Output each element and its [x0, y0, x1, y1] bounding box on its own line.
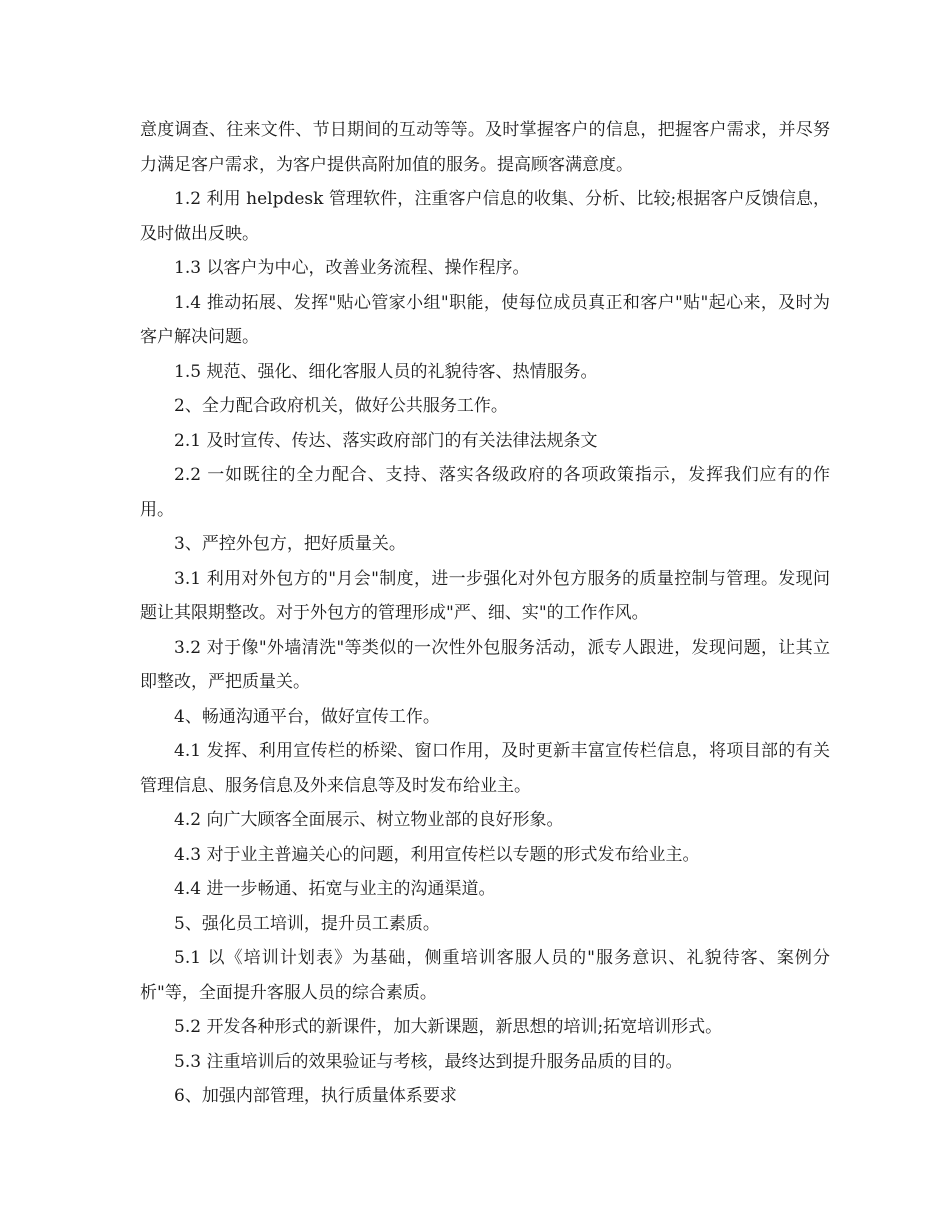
- document-paragraph: 5、强化员工培训，提升员工素质。: [174, 913, 440, 934]
- document-paragraph: 1.4 推动拓展、发挥"贴心管家小组"职能，使每位成员真正和客户"贴"起心来，及时为客户解决问题。: [140, 292, 830, 347]
- document-paragraph: 3.2 对于像"外墙清洗"等类似的一次性外包服务活动，派专人跟进，发现问题，让其立即整改，严把质量关。: [140, 637, 830, 692]
- document-paragraph: 1.2 利用 helpdesk 管理软件，注重客户信息的收集、分析、比较;根据客户反馈信息，及时做出反映。: [140, 189, 830, 244]
- document-paragraph: 4.1 发挥、利用宣传栏的桥梁、窗口作用，及时更新丰富宣传栏信息，将项目部的有关管理信息、服务信息及外来信息等及时发布给业主。: [140, 741, 830, 796]
- document-paragraph: 4.2 向广大顾客全面展示、树立物业部的良好形象。: [174, 810, 564, 830]
- document-paragraph: 1.5 规范、强化、细化客服人员的礼貌待客、热情服务。: [174, 361, 598, 382]
- document-paragraph: 5.2 开发各种形式的新课件，加大新课题，新思想的培训;拓宽培训形式。: [174, 1017, 723, 1037]
- document-paragraph: 3、严控外包方，把好质量关。: [174, 534, 406, 554]
- document-paragraph: 2.1 及时宣传、传达、落实政府部门的有关法律法规条文: [174, 430, 598, 451]
- document-paragraph: 意度调查、往来文件、节日期间的互动等等。及时掌握客户的信息，把握客户需求，并尽努力满足客户需求，为客户提供高附加值的服务。提高顾客满意度。: [140, 120, 830, 175]
- document-paragraph: 3.1 利用对外包方的"月会"制度，进一步强化对外包方服务的质量控制与管理。发现问题让其限期整改。对于外包方的管理形成"严、细、实"的工作作风。: [140, 568, 830, 623]
- document-paragraph: 1.3 以客户为中心，改善业务流程、操作程序。: [174, 258, 530, 278]
- document-paragraph: 5.1 以《培训计划表》为基础，侧重培训客服人员的"服务意识、礼貌待客、案例分析"等，全面提升客服人员的综合素质。: [140, 948, 830, 1003]
- document-paragraph: 6、加强内部管理，执行质量体系要求: [174, 1086, 457, 1106]
- document-paragraph: 2、全力配合政府机关，做好公共服务工作。: [174, 396, 508, 416]
- document-paragraph: 4.4 进一步畅通、拓宽与业主的沟通渠道。: [174, 879, 496, 899]
- document-paragraph: 5.3 注重培训后的效果验证与考核，最终达到提升服务品质的目的。: [174, 1051, 683, 1072]
- document-body: [140, 113, 830, 1114]
- document-paragraph: 4、畅通沟通平台，做好宣传工作。: [174, 706, 440, 727]
- document-paragraph: 2.2 一如既往的全力配合、支持、落实各级政府的各项政策指示，发挥我们应有的作用。: [140, 465, 830, 520]
- document-paragraph: 4.3 对于业主普遍关心的问题，利用宣传栏以专题的形式发布给业主。: [174, 844, 700, 865]
